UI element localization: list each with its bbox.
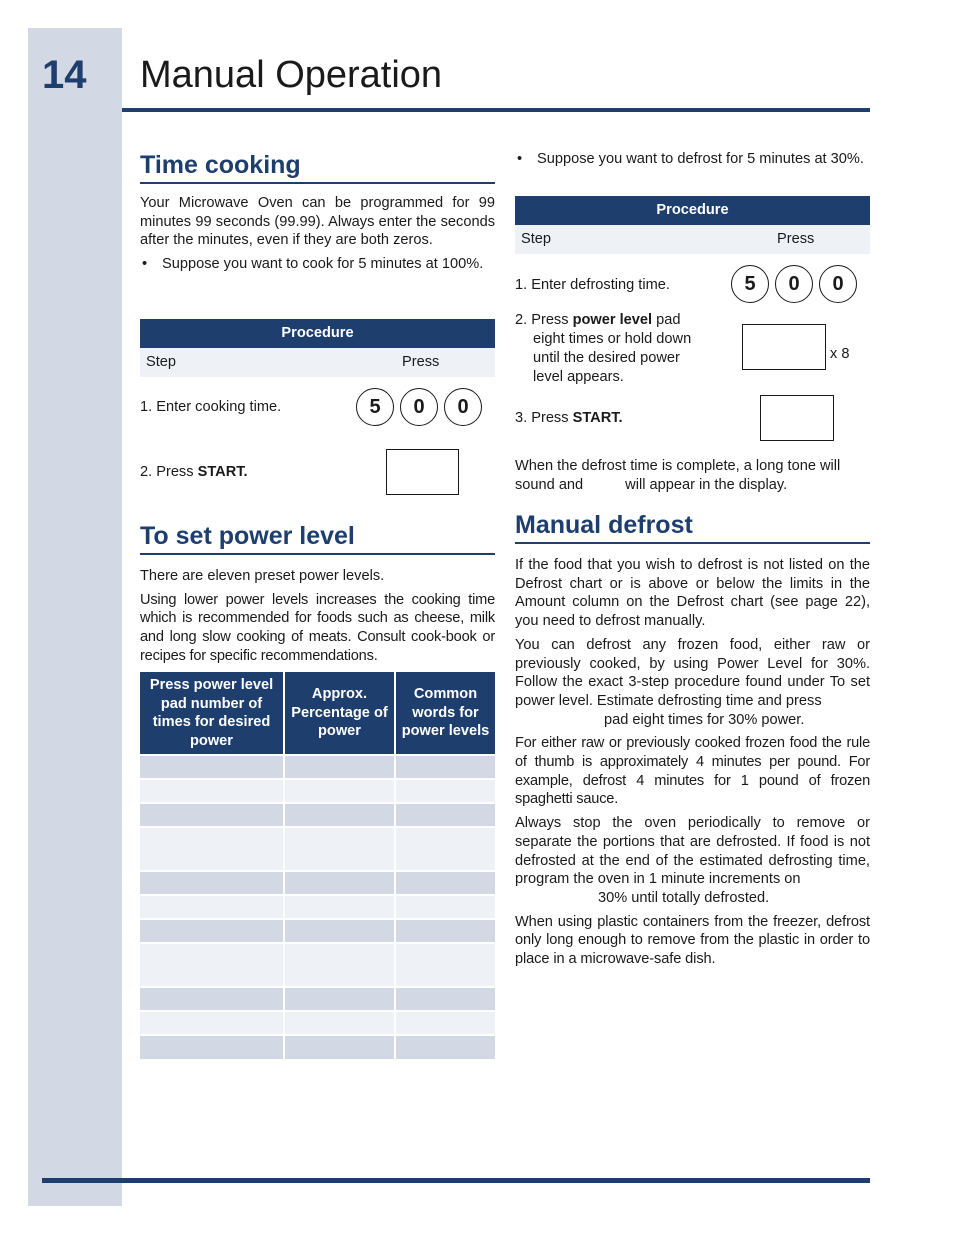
bullet-dot: • <box>142 256 148 273</box>
table-row <box>140 1011 495 1035</box>
page-number: 14 <box>42 53 87 97</box>
defrost-step-3-prefix: 3. Press <box>515 410 573 426</box>
key-5: 5 <box>356 388 394 426</box>
defrost-complete-line1: When the defrost time is complete, a long tone will <box>515 458 841 474</box>
defrost-bullet <box>515 150 870 169</box>
table-row <box>140 755 495 779</box>
procedure-header: Procedure <box>140 319 495 348</box>
manual-defrost-p4b: 30% until totally defrosted. <box>598 889 770 906</box>
table-row <box>140 987 495 1011</box>
manual-defrost-p1: If the food that you wish to defrost is not listed on the Defrost chart or is above or below the limits in the Amount column on the Defrost chart (see page 22), you need to defrost manually. <box>515 557 870 630</box>
power-table-header-words: Common words for power levels <box>395 672 495 755</box>
time-cooking-procedure <box>140 319 495 377</box>
power-level-table <box>140 672 495 1059</box>
cook-step-2-start: START. <box>197 464 248 480</box>
step-column-label: Step <box>146 354 177 370</box>
defrost-step-2-line1 <box>515 311 725 330</box>
manual-defrost-p2b: pad eight times for 30% power. <box>604 711 805 728</box>
defrost-step-2-suffix: pad <box>652 312 681 328</box>
defrost-step-2-prefix: 2. Press <box>515 312 573 328</box>
procedure-subheader <box>140 348 495 377</box>
times-label: x 8 <box>830 346 850 362</box>
time-cooking-intro: Your Microwave Oven can be programmed for 99 minutes 99 seconds (99.99). Always enter the seconds after the minutes, even if they are both zeros. <box>140 195 495 249</box>
manual-defrost-p3: For either raw or previously cooked frozen food the rule of thumb is approximately 4 minutes per pound. For example, defrost 4 minutes for 1 pound of frozen spaghetti sauce. <box>515 735 870 808</box>
start-pad-box <box>760 395 834 441</box>
time-cooking-bullet-text: Suppose you want to cook for 5 minutes at 100%. <box>162 256 484 273</box>
time-cooking-heading: Time cooking <box>140 150 495 184</box>
power-level-section <box>140 521 495 666</box>
defrost-complete-line2b: will appear in the display. <box>625 476 788 493</box>
time-cooking-bullet <box>140 255 495 274</box>
defrost-step-2-line3: until the desired power <box>533 350 680 366</box>
defrost-step-1: 1. Enter defrosting time. <box>515 277 670 293</box>
power-level-p2: Using lower power levels increases the cooking time which is recommended for foods such as cheese, milk and long slow cooking of meats. Consult cook-book or recipes for specific recommendations. <box>140 591 495 664</box>
defrost-step-2 <box>515 311 725 387</box>
defrost-example-section <box>515 150 870 169</box>
manual-defrost-p2a: You can defrost any frozen food, either raw or previously cooked, by using Power Level for 30%. Follow the exact 3-step procedure found under To set power level. Estimate defrosting time and press <box>515 636 870 709</box>
defrost-complete-note <box>515 457 870 494</box>
start-pad-box <box>386 449 459 495</box>
defrost-complete-line2a: sound and <box>515 476 584 493</box>
table-row <box>140 1035 495 1059</box>
defrost-complete-line2 <box>515 476 870 495</box>
power-level-p1: There are eleven preset power levels. <box>140 568 385 584</box>
step-column-label: Step <box>521 231 552 247</box>
table-row <box>140 803 495 827</box>
time-cooking-section <box>140 150 495 274</box>
table-row <box>140 827 495 871</box>
page-title: Manual Operation <box>140 54 443 96</box>
table-row <box>140 895 495 919</box>
defrost-bullet-text: Suppose you want to defrost for 5 minutes at 30%. <box>537 151 864 167</box>
defrost-step-3 <box>515 409 623 428</box>
procedure-header: Procedure <box>515 196 870 225</box>
key-0: 0 <box>400 388 438 426</box>
page-sidebar <box>28 28 122 1206</box>
cook-step-1: 1. Enter cooking time. <box>140 399 282 415</box>
top-divider <box>122 108 870 112</box>
key-0: 0 <box>775 265 813 303</box>
manual-defrost-p4: Always stop the oven periodically to remove or separate the portions that are defrosted. If food is not defrosted at the end of the estimated defrosting time, program the oven in 1 minute increments on <box>515 815 870 888</box>
manual-defrost-section <box>515 510 870 969</box>
cook-step-2 <box>140 463 248 482</box>
procedure-subheader <box>515 225 870 254</box>
key-5: 5 <box>731 265 769 303</box>
power-table-header-percent: Approx. Percentage of power <box>284 672 395 755</box>
key-0: 0 <box>444 388 482 426</box>
defrost-step-2-power-level: power level <box>572 312 653 328</box>
power-table-header-presses: Press power level pad number of times for desired power <box>140 672 284 755</box>
defrost-step-2-line4: level appears. <box>533 369 624 385</box>
cook-step-2-prefix: 2. Press <box>140 464 198 480</box>
table-row <box>140 779 495 803</box>
table-row <box>140 943 495 987</box>
power-level-heading: To set power level <box>140 521 495 555</box>
defrost-procedure <box>515 196 870 254</box>
power-level-pad-box <box>742 324 826 370</box>
manual-defrost-p2 <box>515 636 870 711</box>
key-0: 0 <box>819 265 857 303</box>
bottom-divider <box>42 1178 870 1183</box>
defrost-step-3-start: START. <box>572 410 623 426</box>
defrost-step-2-line2: eight times or hold down <box>533 331 692 347</box>
table-row <box>140 871 495 895</box>
press-column-label: Press <box>402 354 440 370</box>
press-column-label: Press <box>777 231 815 247</box>
manual-defrost-heading: Manual defrost <box>515 510 870 544</box>
table-row <box>140 919 495 943</box>
bullet-dot: • <box>517 151 523 167</box>
manual-defrost-p5: When using plastic containers from the freezer, defrost only long enough to remove from the plastic in order to place in a microwave-safe dish. <box>515 913 870 968</box>
